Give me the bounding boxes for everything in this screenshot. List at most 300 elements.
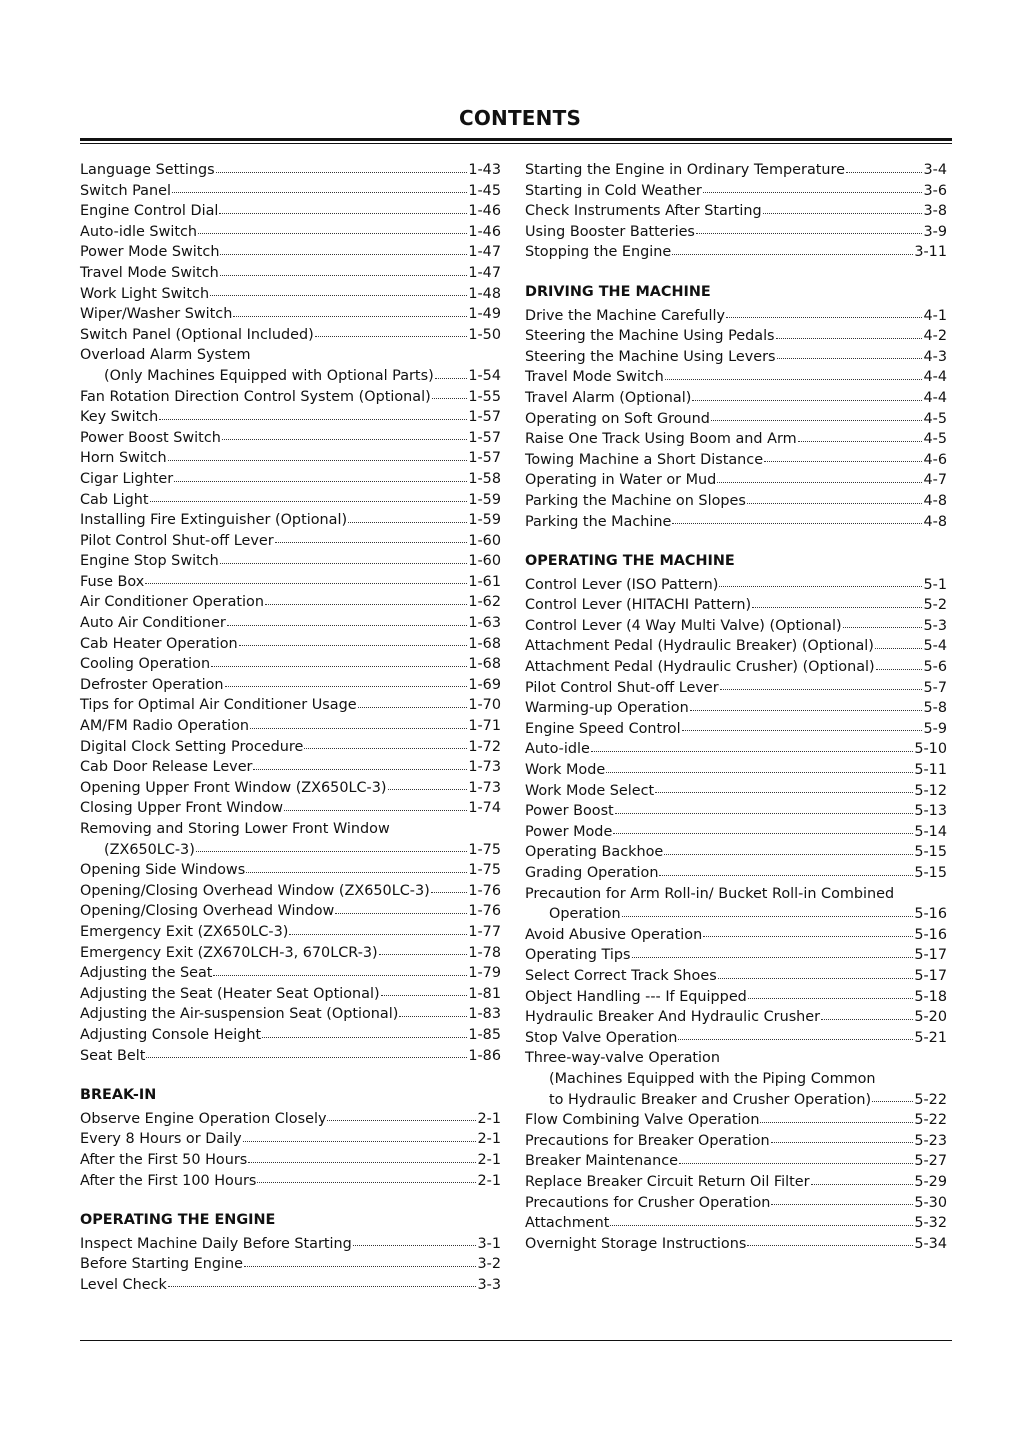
toc-entry-page: 5-23 [914,1132,947,1149]
toc-entry [525,201,947,222]
toc-entry-page: 2-1 [477,1131,501,1148]
toc-entry-title: Stopping the Engine [525,244,672,261]
toc-entry [80,798,501,819]
toc-entry-page: 1-43 [468,162,501,178]
toc-entry-title: Precautions for Breaker Operation [525,1132,770,1149]
toc-entry [525,450,947,471]
dot-leader [399,1015,467,1017]
toc-entry-title: Starting the Engine in Ordinary Temperature [525,162,845,178]
toc-entry [80,819,501,840]
toc-entry-page: 4-6 [923,451,947,468]
dot-leader [876,668,923,670]
toc-entry [80,222,501,243]
toc-entry-title: Parking the Machine on Slopes [525,492,746,509]
toc-entry-title: Pilot Control Shut-off Lever [80,532,274,549]
toc-entry-title: to Hydraulic Breaker and Crusher Operation) [549,1091,872,1108]
toc-entry [525,1172,947,1193]
dot-leader [719,585,922,587]
toc-entry-title: Pilot Control Shut-off Lever [525,679,719,696]
toc-entry [525,698,947,719]
toc-entry-title: Flow Combining Valve Operation [525,1112,760,1129]
dot-leader [872,1100,913,1102]
toc-entry [80,1109,501,1130]
toc-entry [80,1129,501,1150]
toc-entry-title: Control Lever (ISO Pattern) [525,576,719,593]
dot-leader [304,747,467,749]
toc-entry-page: 5-17 [914,967,947,984]
toc-entry [80,572,501,593]
dot-leader [431,891,468,893]
toc-entry-title: Every 8 Hours or Daily [80,1131,242,1148]
toc-entry-page: 2-1 [477,1110,501,1127]
dot-leader [210,294,467,296]
toc-entry-title: Precautions for Crusher Operation [525,1194,771,1211]
toc-entry-page: 5-22 [914,1091,947,1108]
dot-leader [348,521,467,523]
toc-entry-title: Horn Switch [80,450,167,467]
toc-entry [525,1110,947,1131]
dot-leader [315,335,468,337]
section-heading-break-in: BREAK-IN [80,1087,157,1104]
toc-entry [525,326,947,347]
toc-entry-page: 1-61 [468,573,501,590]
toc-entry [525,1131,947,1152]
toc-entry [525,842,947,863]
dot-leader [174,480,467,482]
toc-entry-title: Drive the Machine Carefully [525,307,725,324]
section-heading-driving: DRIVING THE MACHINE [525,283,711,300]
toc-entry [525,739,947,760]
toc-entry-title: Adjusting the Air-suspension Seat (Optional) [80,1006,399,1023]
toc-entry-title: Power Boost [525,803,614,820]
dot-leader [159,418,467,420]
toc-entry [80,1025,501,1046]
toc-entry-title: Grading Operation [525,865,659,881]
dot-leader [692,399,922,401]
dot-leader [432,397,468,399]
toc-entry [525,781,947,802]
toc-entry [525,160,947,181]
toc-entry [80,757,501,778]
toc-entry [525,966,947,987]
toc-entry-page: 5-27 [914,1153,947,1170]
toc-entry-title: Opening Side Windows [80,862,246,879]
toc-entry-title: Precaution for Arm Roll-in/ Bucket Roll-in Combined [525,885,895,902]
toc-entry [80,284,501,305]
toc-entry-page: 1-62 [468,594,501,611]
dot-leader [591,750,913,752]
dot-leader [216,171,468,173]
dot-leader [682,729,923,731]
toc-entry [80,366,501,387]
toc-entry-title: Level Check [80,1276,167,1293]
toc-entry-title: Replace Breaker Circuit Return Oil Filter [525,1173,810,1190]
toc-entry-title: Cab Light [80,491,149,508]
toc-entry [525,470,947,491]
toc-entry-title: Cab Door Release Lever [80,759,253,776]
toc-entry-page: 5-15 [914,865,947,881]
toc-entry [80,634,501,655]
toc-entry-title: Operating Backhoe [525,844,664,861]
dot-leader [771,1141,914,1143]
dot-leader [145,582,467,584]
section-heading-operating-machine: OPERATING THE MACHINE [525,553,735,570]
toc-entry-title: Closing Upper Front Window [80,800,284,817]
toc-entry [80,613,501,634]
dot-leader [747,502,923,504]
toc-entry-page: 2-1 [477,1151,501,1168]
toc-entry-page: 4-8 [923,492,947,509]
dot-leader [690,709,923,711]
toc-entry [80,469,501,490]
toc-entry-title: Power Mode Switch [80,244,220,261]
toc-entry-page: 1-85 [468,1026,501,1043]
toc-entry-page: 4-3 [923,348,947,365]
toc-entry-page: 4-7 [923,472,947,489]
toc-entry [525,181,947,202]
toc-entry [80,716,501,737]
dot-leader [220,253,467,255]
toc-entry-page: 5-9 [923,720,947,737]
title-rule-thin [80,143,952,144]
toc-entry-title: After the First 100 Hours [80,1172,257,1189]
toc-entry-title: (Only Machines Equipped with Optional Parts) [104,367,434,384]
dot-leader [777,357,923,359]
toc-entry [525,987,947,1008]
dot-leader [703,191,923,193]
toc-entry-page: 3-3 [477,1276,501,1293]
toc-entry [525,863,947,884]
toc-entry-page: 4-4 [923,389,947,406]
dot-leader [747,1244,913,1246]
toc-entry [80,345,501,366]
toc-entry-title: Digital Clock Setting Procedure [80,738,304,755]
toc-entry-title: Travel Mode Switch [525,369,664,386]
toc-entry-page: 5-7 [923,679,947,696]
toc-entry-title: Adjusting Console Height [80,1026,262,1043]
toc-entry-title: Overload Alarm System [80,347,251,364]
toc-entry-page: 5-1 [923,576,947,593]
toc-entry-title: Adjusting the Seat [80,965,213,982]
toc-entry-title: Control Lever (4 Way Multi Valve) (Optional) [525,617,842,634]
dot-leader [275,541,468,543]
toc-entry-title: Travel Alarm (Optional) [525,389,692,406]
toc-entry [525,1193,947,1214]
toc-entry [525,491,947,512]
dot-leader [150,500,468,502]
toc-entry-title: Avoid Abusive Operation [525,926,703,943]
toc-entry-page: 3-6 [923,182,947,199]
left-column [80,160,501,1295]
dot-leader [748,997,914,999]
section-heading-operating-engine: OPERATING THE ENGINE [80,1212,276,1229]
toc-entry [525,616,947,637]
dot-leader [388,788,468,790]
toc-entry-page: 4-8 [923,513,947,530]
toc-entry-page: 5-16 [914,906,947,923]
toc-entry-title: Auto Air Conditioner [80,615,226,632]
dot-leader [172,191,467,193]
dot-leader [265,603,467,605]
toc-entry-title: Auto-idle Switch [80,223,198,240]
dot-leader [720,688,923,690]
toc-entry [525,222,947,243]
toc-entry-title: Cab Heater Operation [80,635,238,652]
toc-entry-page: 5-32 [914,1215,947,1232]
toc-entry [525,242,947,263]
toc-entry [80,778,501,799]
toc-entry-page: 1-72 [468,738,501,755]
dot-leader [146,1056,467,1058]
toc-entry-title: Adjusting the Seat (Heater Seat Optional) [80,985,380,1002]
dot-leader [435,377,468,379]
toc-entry-page: 1-83 [468,1006,501,1023]
toc-entry-title: Fan Rotation Direction Control System (Optional) [80,388,431,405]
toc-entry-page: 1-49 [468,306,501,323]
dot-leader [655,791,913,793]
toc-entry-page: 1-68 [468,656,501,673]
dot-leader [771,1203,913,1205]
toc-group [525,160,947,263]
toc-entry [525,367,947,388]
dot-leader [752,606,922,608]
toc-group [80,1109,501,1191]
toc-entry-page: 3-2 [477,1256,501,1273]
toc-entry [80,1254,501,1275]
toc-entry-title: Parking the Machine [525,513,672,530]
toc-entry-title: Opening/Closing Overhead Window (ZX650LC-3) [80,882,430,899]
toc-entry-page: 1-75 [468,862,501,879]
toc-entry-title: After the First 50 Hours [80,1151,248,1168]
toc-entry-title: Installing Fire Extinguisher (Optional) [80,512,348,529]
toc-entry [80,860,501,881]
dot-leader [811,1183,914,1185]
dot-leader [225,685,468,687]
toc-entry [80,387,501,408]
toc-entry [525,429,947,450]
toc-entry-title: Select Correct Track Shoes [525,967,717,984]
dot-leader [718,977,914,979]
toc-entry-page: 1-60 [468,532,501,549]
toc-entry-title: Steering the Machine Using Levers [525,348,776,365]
toc-entry [525,925,947,946]
toc-entry-title: Engine Speed Control [525,720,681,737]
toc-entry [525,1213,947,1234]
toc-entry-page: 3-4 [923,162,947,178]
toc-entry-title: Power Mode [525,823,613,840]
toc-entry-title: Attachment Pedal (Hydraulic Breaker) (Optional) [525,638,874,655]
toc-entry-title: Engine Control Dial [80,203,219,220]
toc-entry-title: Hydraulic Breaker And Hydraulic Crusher [525,1009,821,1026]
toc-entry-page: 1-46 [468,203,501,220]
toc-entry [525,678,947,699]
toc-entry [80,510,501,531]
toc-entry-page: 1-68 [468,635,501,652]
toc-entry-title: Breaker Maintenance [525,1153,678,1170]
toc-entry [525,595,947,616]
toc-entry-title: Emergency Exit (ZX650LC-3) [80,923,289,940]
toc-entry-title: Operation [549,906,621,923]
toc-entry-page: 5-12 [914,782,947,799]
dot-leader [665,378,923,380]
dot-leader [703,935,913,937]
dot-leader [262,1036,467,1038]
toc-entry [80,695,501,716]
toc-entry-page: 1-76 [468,882,501,899]
toc-group [525,575,947,1255]
toc-entry-page: 1-57 [468,450,501,467]
toc-entry-page: 1-63 [468,615,501,632]
dot-leader [764,460,922,462]
toc-entry [80,1275,501,1296]
toc-entry-page: 1-73 [468,779,501,796]
toc-entry-title: Opening/Closing Overhead Window [80,903,335,920]
toc-entry-title: Inspect Machine Daily Before Starting [80,1235,352,1252]
toc-entry-title: Operating in Water or Mud [525,472,717,489]
toc-entry [80,428,501,449]
dot-leader [843,626,923,628]
toc-entry [80,654,501,675]
toc-entry [525,409,947,430]
toc-entry-title: Operating on Soft Ground [525,410,710,427]
toc-entry-page: 1-71 [468,718,501,735]
toc-entry [80,242,501,263]
toc-entry-title: Attachment Pedal (Hydraulic Crusher) (Optional) [525,659,875,676]
toc-entry-page: 1-59 [468,491,501,508]
toc-entry-title: Engine Stop Switch [80,553,219,570]
toc-entry-title: Overnight Storage Instructions [525,1235,747,1252]
dot-leader [244,1265,477,1267]
dot-leader [327,1119,476,1121]
toc-entry-page: 5-10 [914,741,947,758]
dot-leader [222,438,467,440]
toc-entry-title: Air Conditioner Operation [80,594,264,611]
dot-leader [606,771,913,773]
toc-entry-title: Tips for Optimal Air Conditioner Usage [80,697,357,714]
toc-entry-title: Control Lever (HITACHI Pattern) [525,597,752,614]
toc-entry [525,306,947,327]
dot-leader [726,316,923,318]
title-rule-thick [80,138,952,141]
toc-entry-page: 5-34 [914,1235,947,1252]
toc-entry-page: 1-76 [468,903,501,920]
dot-leader [239,644,468,646]
dot-leader [211,665,467,667]
dot-leader [696,232,923,234]
dot-leader [246,871,467,873]
dot-leader [846,171,922,173]
toc-entry-title: Starting in Cold Weather [525,182,702,199]
toc-entry-page: 1-81 [468,985,501,1002]
toc-entry-page: 1-74 [468,800,501,817]
toc-entry [525,575,947,596]
toc-entry-page: 1-50 [468,326,501,343]
dot-leader [220,562,468,564]
toc-entry-page: 1-60 [468,553,501,570]
toc-entry-title: Work Mode [525,762,606,779]
dot-leader [632,956,914,958]
toc-entry [525,1069,947,1090]
toc-entry-page: 5-16 [914,926,947,943]
toc-entry-title: (Machines Equipped with the Piping Common [549,1070,876,1087]
toc-entry [80,304,501,325]
dot-leader [622,915,914,917]
toc-entry-title: Wiper/Washer Switch [80,306,233,323]
toc-entry [525,822,947,843]
toc-entry-title: Warming-up Operation [525,700,689,717]
toc-entry-page: 4-4 [923,369,947,386]
toc-entry [525,884,947,905]
toc-entry-page: 1-73 [468,759,501,776]
toc-group [525,306,947,533]
toc-entry-page: 1-79 [468,965,501,982]
toc-entry-title: Object Handling --- If Equipped [525,988,747,1005]
toc-entry [80,901,501,922]
toc-entry-page: 5-22 [914,1112,947,1129]
dot-leader [233,315,467,317]
toc-entry-page: 3-8 [923,203,947,220]
toc-entry-title: Using Booster Batteries [525,223,695,240]
dot-leader [168,459,468,461]
dot-leader [220,274,468,276]
toc-entry [525,1028,947,1049]
toc-entry-page: 1-78 [468,944,501,961]
dot-leader [821,1018,913,1020]
footer-rule [80,1340,952,1341]
toc-entry [80,1004,501,1025]
toc-entry [80,675,501,696]
toc-entry-title: Switch Panel (Optional Included) [80,326,314,343]
toc-entry-title: Switch Panel [80,182,171,199]
toc-entry-page: 5-17 [914,947,947,964]
dot-leader [198,232,467,234]
dot-leader [381,994,468,996]
dot-leader [168,1285,477,1287]
dot-leader [776,337,923,339]
toc-entry [80,840,501,861]
toc-entry-page: 5-30 [914,1194,947,1211]
toc-entry [525,1151,947,1172]
dot-leader [875,647,923,649]
toc-entry-page: 5-18 [914,988,947,1005]
toc-entry [525,657,947,678]
toc-entry-page: 1-57 [468,429,501,446]
toc-entry-page: 1-47 [468,264,501,281]
toc-entry [525,1090,947,1111]
dot-leader [379,953,468,955]
toc-entry-page: 3-11 [914,244,947,261]
toc-entry [80,1171,501,1192]
toc-entry [80,1234,501,1255]
toc-entry [525,945,947,966]
dot-leader [717,481,922,483]
toc-entry [80,407,501,428]
toc-entry-title: Steering the Machine Using Pedals [525,328,775,345]
dot-leader [250,727,467,729]
toc-entry-page: 5-3 [923,617,947,634]
dot-leader [253,768,467,770]
toc-entry-page: 1-48 [468,285,501,302]
toc-entry-page: 5-13 [914,803,947,820]
toc-entry-title: Opening Upper Front Window (ZX650LC-3) [80,779,387,796]
toc-entry [80,448,501,469]
toc-entry-page: 5-4 [923,638,947,655]
toc-entry-title: Removing and Storing Lower Front Window [80,821,390,837]
toc-entry-page: 1-70 [468,697,501,714]
toc-entry [525,801,947,822]
toc-entry-page: 4-5 [923,410,947,427]
toc-entry-page: 1-69 [468,676,501,693]
